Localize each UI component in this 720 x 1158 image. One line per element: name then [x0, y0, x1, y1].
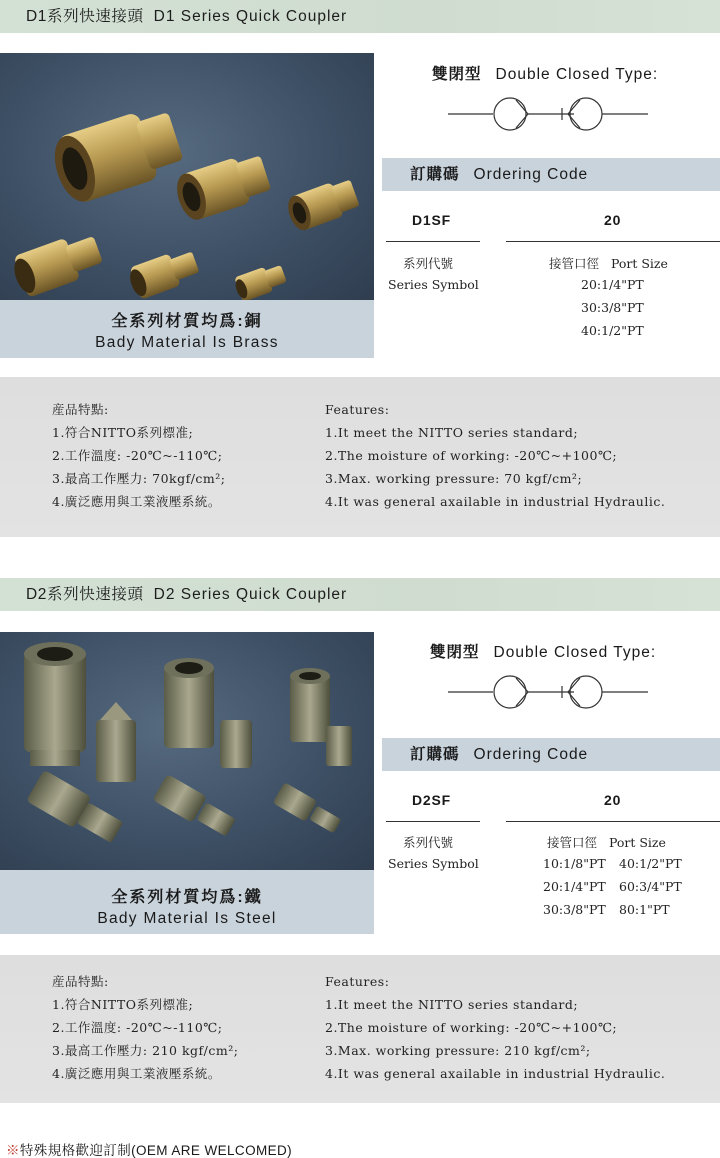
- d1-caption-en: Bady Material Is Brass: [95, 334, 279, 351]
- d1-header-zh: D1系列快速接頭: [26, 8, 144, 25]
- d1-feature-en-item: 2.The moisture of working: -20℃~+100℃;: [325, 448, 618, 463]
- d2-port-size: 10:1/8"PT: [543, 856, 606, 871]
- d2-feature-en-item: 2.The moisture of working: -20℃~+100℃;: [325, 1020, 618, 1035]
- d2-rule-series: [386, 821, 480, 822]
- d1-port-label-en: Port Size: [610, 256, 668, 271]
- d1-series-label-en: Series Symbol: [388, 277, 479, 292]
- d1-features-zh: [52, 398, 226, 513]
- d1-type-en: Double Closed Type:: [495, 66, 659, 83]
- d2-port-label: [547, 833, 666, 851]
- d1-rule-port: [506, 241, 720, 242]
- d2-port-label-zh: 接管口徑: [547, 835, 598, 850]
- d1-code-series: D1SF: [412, 212, 451, 228]
- d1-feature-en-item: 4.It was general axailable in industrial Hydraulic.: [325, 494, 666, 509]
- d2-product-photo: [0, 632, 374, 870]
- reference-mark-icon: ※: [6, 1143, 20, 1158]
- d1-section-header: [0, 0, 720, 33]
- d2-feature-en-item: 3.Max. working pressure: 210 kgf/cm²;: [325, 1043, 591, 1058]
- d1-rule-series: [386, 241, 480, 242]
- d2-port-size: 20:1/4"PT: [543, 879, 606, 894]
- d1-features-en: [325, 398, 665, 513]
- d1-type-zh: 雙閉型: [432, 66, 482, 83]
- d2-feature-zh-item: 1.符合NITTO系列標准;: [52, 997, 194, 1012]
- d1-port-label-zh: 接管口徑: [549, 256, 600, 271]
- d2-type-zh: 雙閉型: [430, 644, 480, 661]
- d2-feature-zh-item: 4.廣泛應用與工業液壓系統。: [52, 1066, 221, 1081]
- d2-code-port: 20: [604, 792, 622, 808]
- d2-header-zh: D2系列快速接頭: [26, 586, 144, 603]
- d2-port-size: 60:3/4"PT: [619, 879, 682, 894]
- d1-features-zh-title: 産品特點:: [52, 402, 109, 417]
- footer-text: 特殊規格歡迎訂制(OEM ARE WELCOMED): [19, 1143, 293, 1158]
- d2-feature-zh-item: 3.最高工作壓力: 210 kgf/cm²;: [52, 1043, 239, 1058]
- d2-port-size: 80:1"PT: [619, 902, 670, 917]
- d2-type-label: [430, 640, 656, 662]
- d1-ordering-en: Ordering Code: [473, 166, 589, 183]
- d1-feature-en-item: 3.Max. working pressure: 70 kgf/cm²;: [325, 471, 583, 486]
- d2-series-label-en: Series Symbol: [388, 856, 479, 871]
- d1-series-label-zh: 系列代號: [403, 256, 454, 271]
- d2-port-size: 40:1/2"PT: [619, 856, 682, 871]
- d2-rule-port: [506, 821, 720, 822]
- d2-material-caption: [0, 870, 374, 934]
- d1-feature-zh-item: 3.最高工作壓力: 70kgf/cm²;: [52, 471, 226, 486]
- d2-series-label-zh: 系列代號: [403, 835, 454, 850]
- d1-feature-zh-item: 1.符合NITTO系列標准;: [52, 425, 194, 440]
- d1-ordering-zh: 訂購碼: [410, 166, 460, 183]
- d1-double-closed-symbol: [448, 97, 648, 131]
- d2-features-en-title: Features:: [325, 974, 390, 989]
- d2-features-zh-title: 産品特點:: [52, 974, 109, 989]
- d2-double-closed-symbol: [448, 675, 648, 709]
- d1-feature-zh-item: 2.工作溫度: -20℃~-110℃;: [52, 448, 223, 463]
- d1-product-photo: [0, 53, 374, 300]
- d2-ordering-zh: 訂購碼: [410, 746, 460, 763]
- d2-type-en: Double Closed Type:: [493, 644, 657, 661]
- d1-type-label: [432, 62, 658, 84]
- d2-caption-zh: 全系列材質均爲:鐵: [111, 889, 263, 906]
- d1-port-size: 40:1/2"PT: [581, 323, 644, 338]
- d2-header-en: D2 Series Quick Coupler: [153, 586, 348, 603]
- d2-caption-en: Bady Material Is Steel: [97, 910, 277, 927]
- d1-feature-en-item: 1.It meet the NITTO series standard;: [325, 425, 579, 440]
- d2-feature-zh-item: 2.工作溫度: -20℃~-110℃;: [52, 1020, 223, 1035]
- d2-ordering-code-bar: [382, 738, 720, 771]
- d1-port-label: [549, 254, 668, 272]
- d1-port-size: 20:1/4"PT: [581, 277, 644, 292]
- d1-ordering-code-bar: [382, 158, 720, 191]
- steel-couplers-image: [0, 632, 374, 870]
- d1-code-port: 20: [604, 212, 622, 228]
- d1-features-en-title: Features:: [325, 402, 390, 417]
- d1-header-en: D1 Series Quick Coupler: [153, 8, 348, 25]
- d2-feature-en-item: 1.It meet the NITTO series standard;: [325, 997, 579, 1012]
- d2-feature-en-item: 4.It was general axailable in industrial Hydraulic.: [325, 1066, 666, 1081]
- d2-features-zh: [52, 970, 238, 1085]
- d1-feature-zh-item: 4.廣泛應用與工業液壓系統。: [52, 494, 221, 509]
- d1-port-size: 30:3/8"PT: [581, 300, 644, 315]
- d2-port-label-en: Port Size: [608, 835, 666, 850]
- oem-footer-note: [6, 1139, 292, 1158]
- d2-ordering-en: Ordering Code: [473, 746, 589, 763]
- brass-couplers-image: [0, 53, 374, 300]
- d2-port-size: 30:3/8"PT: [543, 902, 606, 917]
- d2-features-en: [325, 970, 665, 1085]
- d2-section-header: [0, 578, 720, 611]
- d1-material-caption: [0, 300, 374, 358]
- d1-caption-zh: 全系列材質均爲:銅: [111, 313, 263, 330]
- d2-code-series: D2SF: [412, 792, 451, 808]
